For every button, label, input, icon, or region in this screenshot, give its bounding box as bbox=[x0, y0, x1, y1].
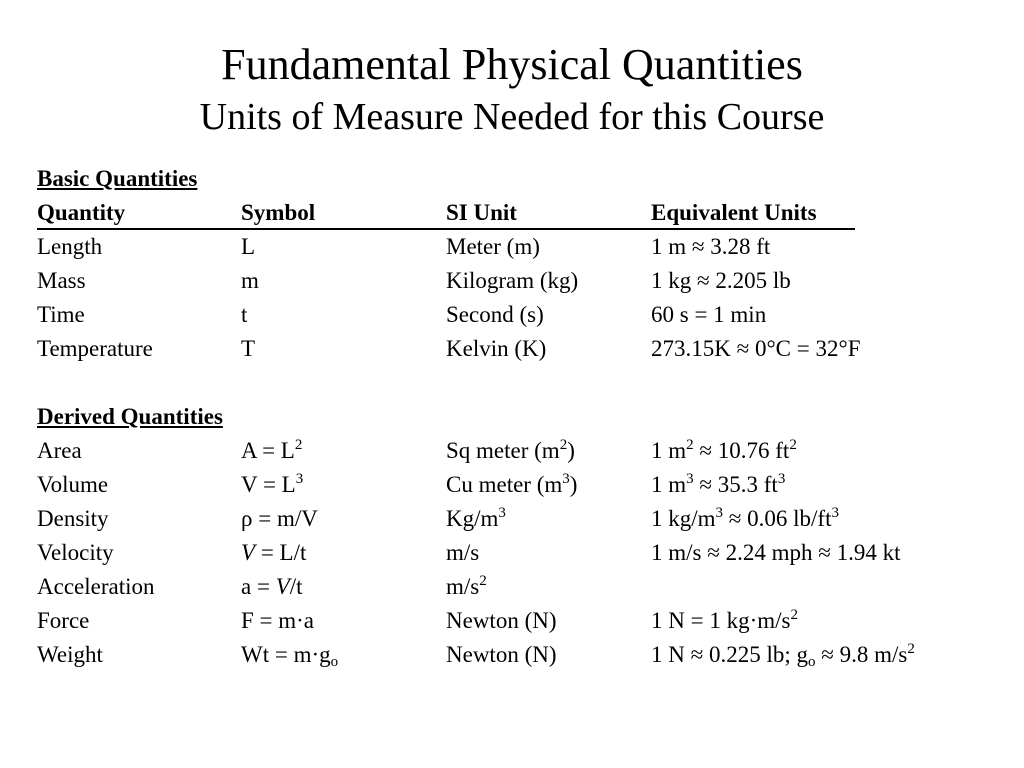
text-segment: ) bbox=[567, 438, 575, 463]
quantity-cell: Volume bbox=[37, 472, 109, 497]
page-subtitle: Units of Measure Needed for this Course bbox=[199, 96, 825, 138]
text-segment: ≈ 9.8 m/s bbox=[815, 642, 908, 667]
text-segment: 1 m/s ≈ 2.24 mph ≈ 1.94 kt bbox=[651, 540, 901, 565]
si-unit-cell bbox=[446, 468, 577, 502]
text-segment: 3 bbox=[686, 471, 694, 487]
quantity-cell: Mass bbox=[37, 268, 86, 293]
text-segment: Cu meter (m bbox=[446, 472, 563, 497]
title-block bbox=[0, 38, 1024, 140]
text-segment: a = bbox=[241, 574, 276, 599]
text-segment: 3 bbox=[715, 505, 724, 521]
text-segment: m/s bbox=[446, 540, 480, 565]
symbol-cell: T bbox=[241, 336, 256, 361]
table-row bbox=[37, 638, 997, 672]
text-segment: 3 bbox=[777, 471, 786, 487]
symbol-cell bbox=[241, 604, 314, 638]
text-segment: V = L bbox=[241, 472, 296, 497]
equivalent-units-cell bbox=[651, 468, 785, 502]
symbol-cell bbox=[241, 502, 318, 536]
derived-quantities-heading: Derived Quantities bbox=[37, 404, 223, 429]
quantity-cell: Density bbox=[37, 506, 109, 531]
text-segment: F = m·a bbox=[241, 608, 315, 633]
table-row bbox=[37, 264, 997, 298]
quantity-cell: Length bbox=[37, 234, 103, 259]
table-row bbox=[37, 536, 997, 570]
quantity-cell: Temperature bbox=[37, 336, 153, 361]
column-header-row bbox=[37, 196, 855, 230]
equivalent-units-cell bbox=[651, 638, 915, 672]
text-segment: 2 bbox=[790, 607, 798, 623]
symbol-cell bbox=[241, 570, 303, 604]
text-segment: Wt = m·g bbox=[241, 642, 331, 667]
table-row bbox=[37, 434, 997, 468]
symbol-cell bbox=[241, 536, 306, 570]
si-unit-cell bbox=[446, 604, 557, 638]
si-unit-cell bbox=[446, 536, 479, 570]
derived-rows bbox=[37, 434, 997, 672]
text-segment: 2 bbox=[559, 437, 568, 453]
text-segment: 2 bbox=[789, 437, 797, 453]
equivalent-units-cell: 1 m ≈ 3.28 ft bbox=[651, 234, 771, 259]
text-segment: ) bbox=[569, 472, 578, 497]
text-segment: 3 bbox=[831, 505, 839, 521]
quantities-table bbox=[37, 162, 997, 672]
equivalent-units-cell: 1 kg ≈ 2.205 lb bbox=[651, 268, 791, 293]
text-segment: A = L bbox=[241, 438, 295, 463]
text-segment: Newton (N) bbox=[446, 642, 557, 667]
equivalent-units-cell bbox=[651, 502, 839, 536]
text-segment: ≈ 10.76 ft bbox=[693, 438, 790, 463]
text-segment: 1 N = 1 kg·m/s bbox=[651, 608, 791, 633]
section-spacer bbox=[37, 366, 997, 400]
text-segment: Kg/m bbox=[446, 506, 499, 531]
text-segment: ≈ 0.06 lb/ft bbox=[723, 506, 832, 531]
table-row bbox=[37, 298, 997, 332]
text-segment: /t bbox=[289, 574, 303, 599]
text-segment: 2 bbox=[686, 437, 694, 453]
quantity-cell: Acceleration bbox=[37, 574, 155, 599]
quantity-cell: Area bbox=[37, 438, 82, 463]
equivalent-units-cell bbox=[651, 536, 901, 570]
basic-quantities-heading: Basic Quantities bbox=[37, 166, 198, 191]
text-segment: o bbox=[808, 654, 816, 670]
equivalent-units-cell bbox=[651, 604, 798, 638]
equivalent-units-cell bbox=[651, 434, 797, 468]
text-segment: 2 bbox=[907, 641, 915, 657]
symbol-cell: L bbox=[241, 234, 256, 259]
text-segment: 3 bbox=[562, 471, 570, 487]
text-segment: V bbox=[275, 574, 290, 599]
page-title: Fundamental Physical Quantities bbox=[221, 40, 803, 89]
si-unit-cell: Second (s) bbox=[446, 302, 544, 327]
column-header-si-unit: SI Unit bbox=[446, 200, 517, 225]
column-header-symbol: Symbol bbox=[241, 200, 316, 225]
equivalent-units-cell: 60 s = 1 min bbox=[651, 302, 767, 327]
si-unit-cell: Meter (m) bbox=[446, 234, 540, 259]
si-unit-cell bbox=[446, 638, 557, 672]
text-segment: 2 bbox=[294, 437, 303, 453]
si-unit-cell bbox=[446, 570, 487, 604]
si-unit-cell: Kilogram (kg) bbox=[446, 268, 579, 293]
text-segment: 1 N ≈ 0.225 lb; g bbox=[651, 642, 809, 667]
symbol-cell: t bbox=[241, 302, 248, 327]
si-unit-cell bbox=[446, 502, 506, 536]
table-row bbox=[37, 570, 997, 604]
text-segment: ≈ 35.3 ft bbox=[693, 472, 778, 497]
table-row bbox=[37, 468, 997, 502]
si-unit-cell: Kelvin (K) bbox=[446, 336, 547, 361]
symbol-cell bbox=[241, 638, 338, 672]
text-segment: 1 kg/m bbox=[651, 506, 716, 531]
table-row bbox=[37, 230, 997, 264]
symbol-cell bbox=[241, 468, 303, 502]
text-segment: m/s bbox=[446, 574, 480, 599]
text-segment: 2 bbox=[479, 573, 487, 589]
text-segment: ρ = m/V bbox=[241, 506, 318, 531]
text-segment: = L/t bbox=[255, 540, 307, 565]
text-segment: 1 m bbox=[651, 438, 687, 463]
quantity-cell: Force bbox=[37, 608, 90, 633]
text-segment: 3 bbox=[498, 505, 506, 521]
equivalent-units-cell: 273.15K ≈ 0°C = 32°F bbox=[651, 336, 861, 361]
symbol-cell: m bbox=[241, 268, 259, 293]
quantity-cell: Time bbox=[37, 302, 85, 327]
column-header-equivalent-units: Equivalent Units bbox=[651, 200, 817, 225]
text-segment: 1 m bbox=[651, 472, 687, 497]
column-header-quantity: Quantity bbox=[37, 200, 126, 225]
si-unit-cell bbox=[446, 434, 575, 468]
table-row bbox=[37, 502, 997, 536]
quantity-cell: Velocity bbox=[37, 540, 114, 565]
text-segment: 3 bbox=[295, 471, 304, 487]
table-row bbox=[37, 332, 997, 366]
text-segment: Newton (N) bbox=[446, 608, 557, 633]
table-row bbox=[37, 604, 997, 638]
text-segment: Sq meter (m bbox=[446, 438, 560, 463]
symbol-cell bbox=[241, 434, 302, 468]
text-segment: o bbox=[330, 654, 339, 670]
quantity-cell: Weight bbox=[37, 642, 103, 667]
text-segment: V bbox=[241, 540, 256, 565]
